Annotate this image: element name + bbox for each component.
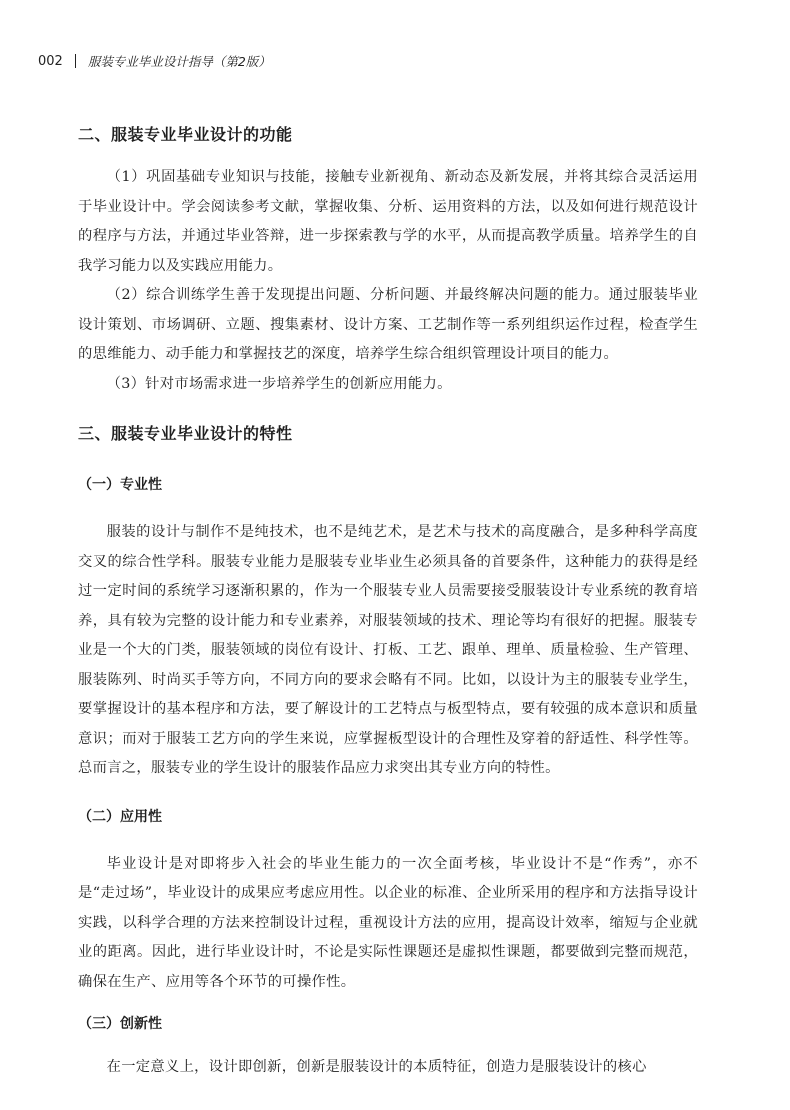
applicability-paragraph: 毕业设计是对即将步入社会的毕业生能力的一次全面考核，毕业设计不是“作秀”，亦不是“走过场”，毕业设计的成果应考虑应用性。以企业的标准、企业所采用的程序和方法指导设计实践，以科学合理的方法来控制设计过程，重视设计方法的应用，提高设计效率，缩短与企业就业的距离。因此，进行毕业设计时，不论是实际性课题还是虚拟性课题，都要做到完整而规范，确保在生产、应用等各个环节的可操作性。 [78,855,698,990]
professional-paragraph: 服装的设计与制作不是纯技术，也不是纯艺术，是艺术与技术的高度融合，是多种科学高度交叉的综合性学科。服装专业能力是服装专业毕业生必须具备的首要条件，这种能力的获得是经过一定时间的系统学习逐渐积累的，作为一个服装专业人员需要接受服装设计专业系统的教育培养，具有较为完整的设计能力和专业素养，对服装领域的技术、理论等均有很好的把握。服装专业是一个大的门类，服装领域的岗位有设计、打板、工艺、跟单、理单、质量检验、生产管理、服装陈列、时尚买手等方向，不同方向的要求会略有不同。比如，以设计为主的服装专业学生，要掌握设计的基本程序和方法，要了解设计的工艺特点与板型特点，要有较强的成本意识和质量意识；而对于服装工艺方向的学生来说，应掌握板型设计的合理性及穿着的舒适性、科学性等。总而言之，服装专业的学生设计的服装作品应力求突出其专业方向的特性。 [78,524,698,776]
page-number: 002 [38,53,63,69]
functions-paragraph-3: （3）针对市场需求进一步培养学生的创新应用能力。 [106,375,452,392]
page-body [78,122,698,1083]
book-title: 服装专业毕业设计指导（第2版） [87,54,271,69]
section-heading-characteristics: 三、服装专业毕业设计的特性 [78,424,293,443]
header-divider [75,54,76,68]
functions-paragraph-2: （2）综合训练学生善于发现提出问题、分析问题、并最终解决问题的能力。通过服装毕业设计策划、市场调研、立题、搜集素材、设计方案、工艺制作等一系列组织运作过程，检查学生的思维能力、动手能力和掌握技艺的深度，培养学生综合组织管理设计项目的能力。 [78,287,698,362]
subheading-applicability: （二）应用性 [78,808,162,825]
functions-paragraph-1: （1）巩固基础专业知识与技能，接触专业新视角、新动态及新发展，并将其综合灵活运用于毕业设计中。学会阅读参考文献，掌握收集、分析、运用资料的方法，以及如何进行规范设计的程序与方法，并通过毕业答辩，进一步探索教与学的水平，从而提高教学质量。培养学生的自我学习能力以及实践应用能力。 [78,169,698,274]
section-heading-functions: 二、服装专业毕业设计的功能 [78,125,293,144]
running-header [38,52,271,70]
subheading-professional: （一）专业性 [78,477,162,493]
innovation-paragraph: 在一定意义上，设计即创新，创新是服装设计的本质特征，创造力是服装设计的核心 [106,1059,647,1075]
subheading-innovation: （三）创新性 [78,1016,162,1032]
